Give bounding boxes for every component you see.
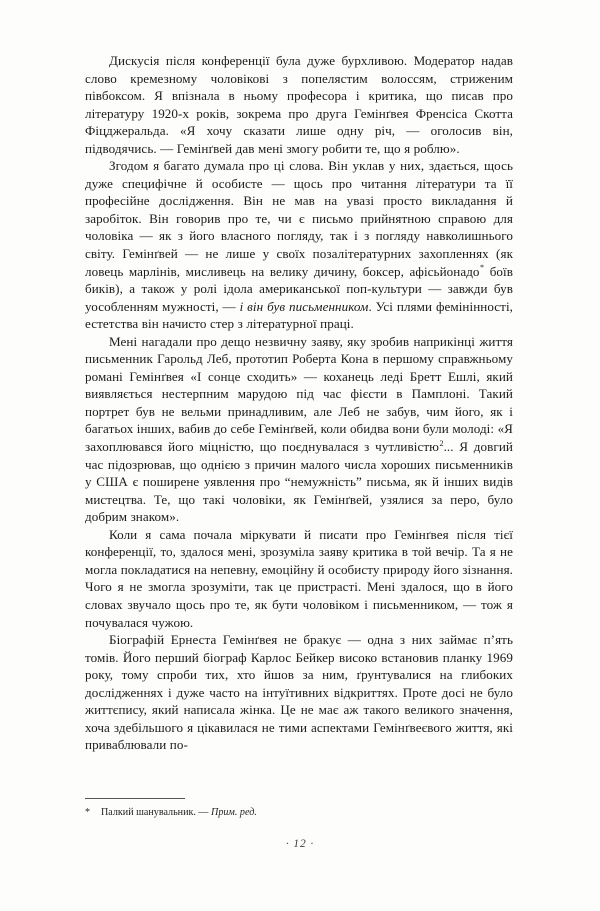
paragraph-5-text: Біографій Ернеста Гемінґвея не бракує — одна з них займає п’ять томів. Його перший біограф Карлос Бейкер високо встановив планку 1969 року, тому спроби тих, хто йшов за ним, ґрунтувалися на глибоких дослідженнях і дуже часто на інтуїтивних відкриттях. Проте досі не було життєпису, який написала жінка. Це не має аж такого великого значення, хоча здебільшого я цікавилася не тими аспектами Гемінґвеєвого життя, які приваблювали по- — [85, 632, 513, 753]
footnote-marker-asterisk[interactable]: * — [480, 263, 485, 273]
footnote-text-italic: Прим. ред. — [211, 807, 257, 818]
page-number: · 12 · — [285, 838, 315, 850]
paragraph-2-italic-phrase: і він був письменником — [239, 298, 369, 314]
paragraph-4 — [85, 526, 513, 631]
paragraph-2 — [85, 157, 513, 332]
paragraph-3 — [85, 333, 513, 526]
paragraph-4-text: Коли я сама почала міркувати й писати про Гемінґвея після тієї конференції, то, здалося мені, зрозуміла заяву критика в той вечір. Та я не могла покладатися на непевну, емоційну й особисту природу його зізнання. Чого я не змогла зрозуміти, так це пристрасті. Мені здалося, що в його словах звучало щось про те, як бути чоловіком і письменником, — тож я почувалася чужою. — [85, 526, 513, 630]
paragraph-2-text-part-2: боїв биків), а також у ролі ідола американської поп-культури — завжди був уособленням мужності, — — [85, 263, 513, 314]
footnote-text-plain: Палкий шанувальник. — — [101, 807, 212, 818]
paragraph-2-text-part-1: Згодом я багато думала про ці слова. Він уклав у них, здається, щось дуже специфічне й особисте — щось про читання літератури та її професійне дослідження. Він не мав на увазі просто викладання й заробіток. Він говорив про те, чи є письмо прийнятною справою для чоловіка — як з його власного погляду, так і з погляду навколишнього світу. Гемінґвей — не лише у своїх позалітературних захопленнях (як ловець марлінів, мисливець на велику дичину, боксер, афісьйонадо — [85, 158, 513, 279]
paragraph-3-text-part-1: Мені нагадали про дещо незвичну заяву, яку зробив наприкінці життя письменник Гарольд Леб, прототип Роберта Кона в першому справжньому романі Гемінґвея «І сонце сходить» — коханець леді Бретт Ешлі, який виявляється нестерпним марудою під час фієсти в Памплоні. Такий портрет був не вельми принадливим, але Леб не забув, чим його, як і багатьох інших, вабив до себе Гемінґвей, коли обидва вони були молоді: «Я захоплювався його міцністю, що поєднувалася з чутливістю — [85, 333, 513, 455]
paragraph-2-text-part-3: . Усі плями фемінінності, естетства він начисто стер з літературної праці. — [85, 298, 513, 332]
paragraph-1 — [85, 52, 513, 157]
footnote-area — [85, 798, 513, 819]
footnote-separator-rule — [85, 798, 185, 799]
paragraph-1-text: Дискусія після конференції була дуже бурхливою. Модератор надав слово кремезному чоловікові з попелястим волоссям, стриженим півбоксом. Я впізнала в ньому професора і критика, що писав про літературу 1920-х років, зокрема про друга Гемінґвея Френсіса Скотта Фіцджеральда. «Я хочу сказати лише одну річ, — оголосив він, підводячись. — Гемінґвей дав мені змогу робити те, що я роблю». — [85, 53, 513, 156]
paragraph-5 — [85, 631, 513, 754]
footnote-marker-two[interactable]: 2 — [439, 438, 444, 448]
body-text-block — [85, 52, 513, 754]
paragraph-3-text-part-2: ... Я довгий час підозрював, що однією з причин малого числа хороших письменників у США є поширене уявлення про “немужність” письма, як й інших видів мистецтва. Те, що такі чоловіки, як Гемінґвей, узялися за перо, було добрим знаком». — [85, 439, 513, 525]
footnote-line — [85, 806, 513, 819]
footnote-reference-mark: * — [85, 807, 91, 818]
